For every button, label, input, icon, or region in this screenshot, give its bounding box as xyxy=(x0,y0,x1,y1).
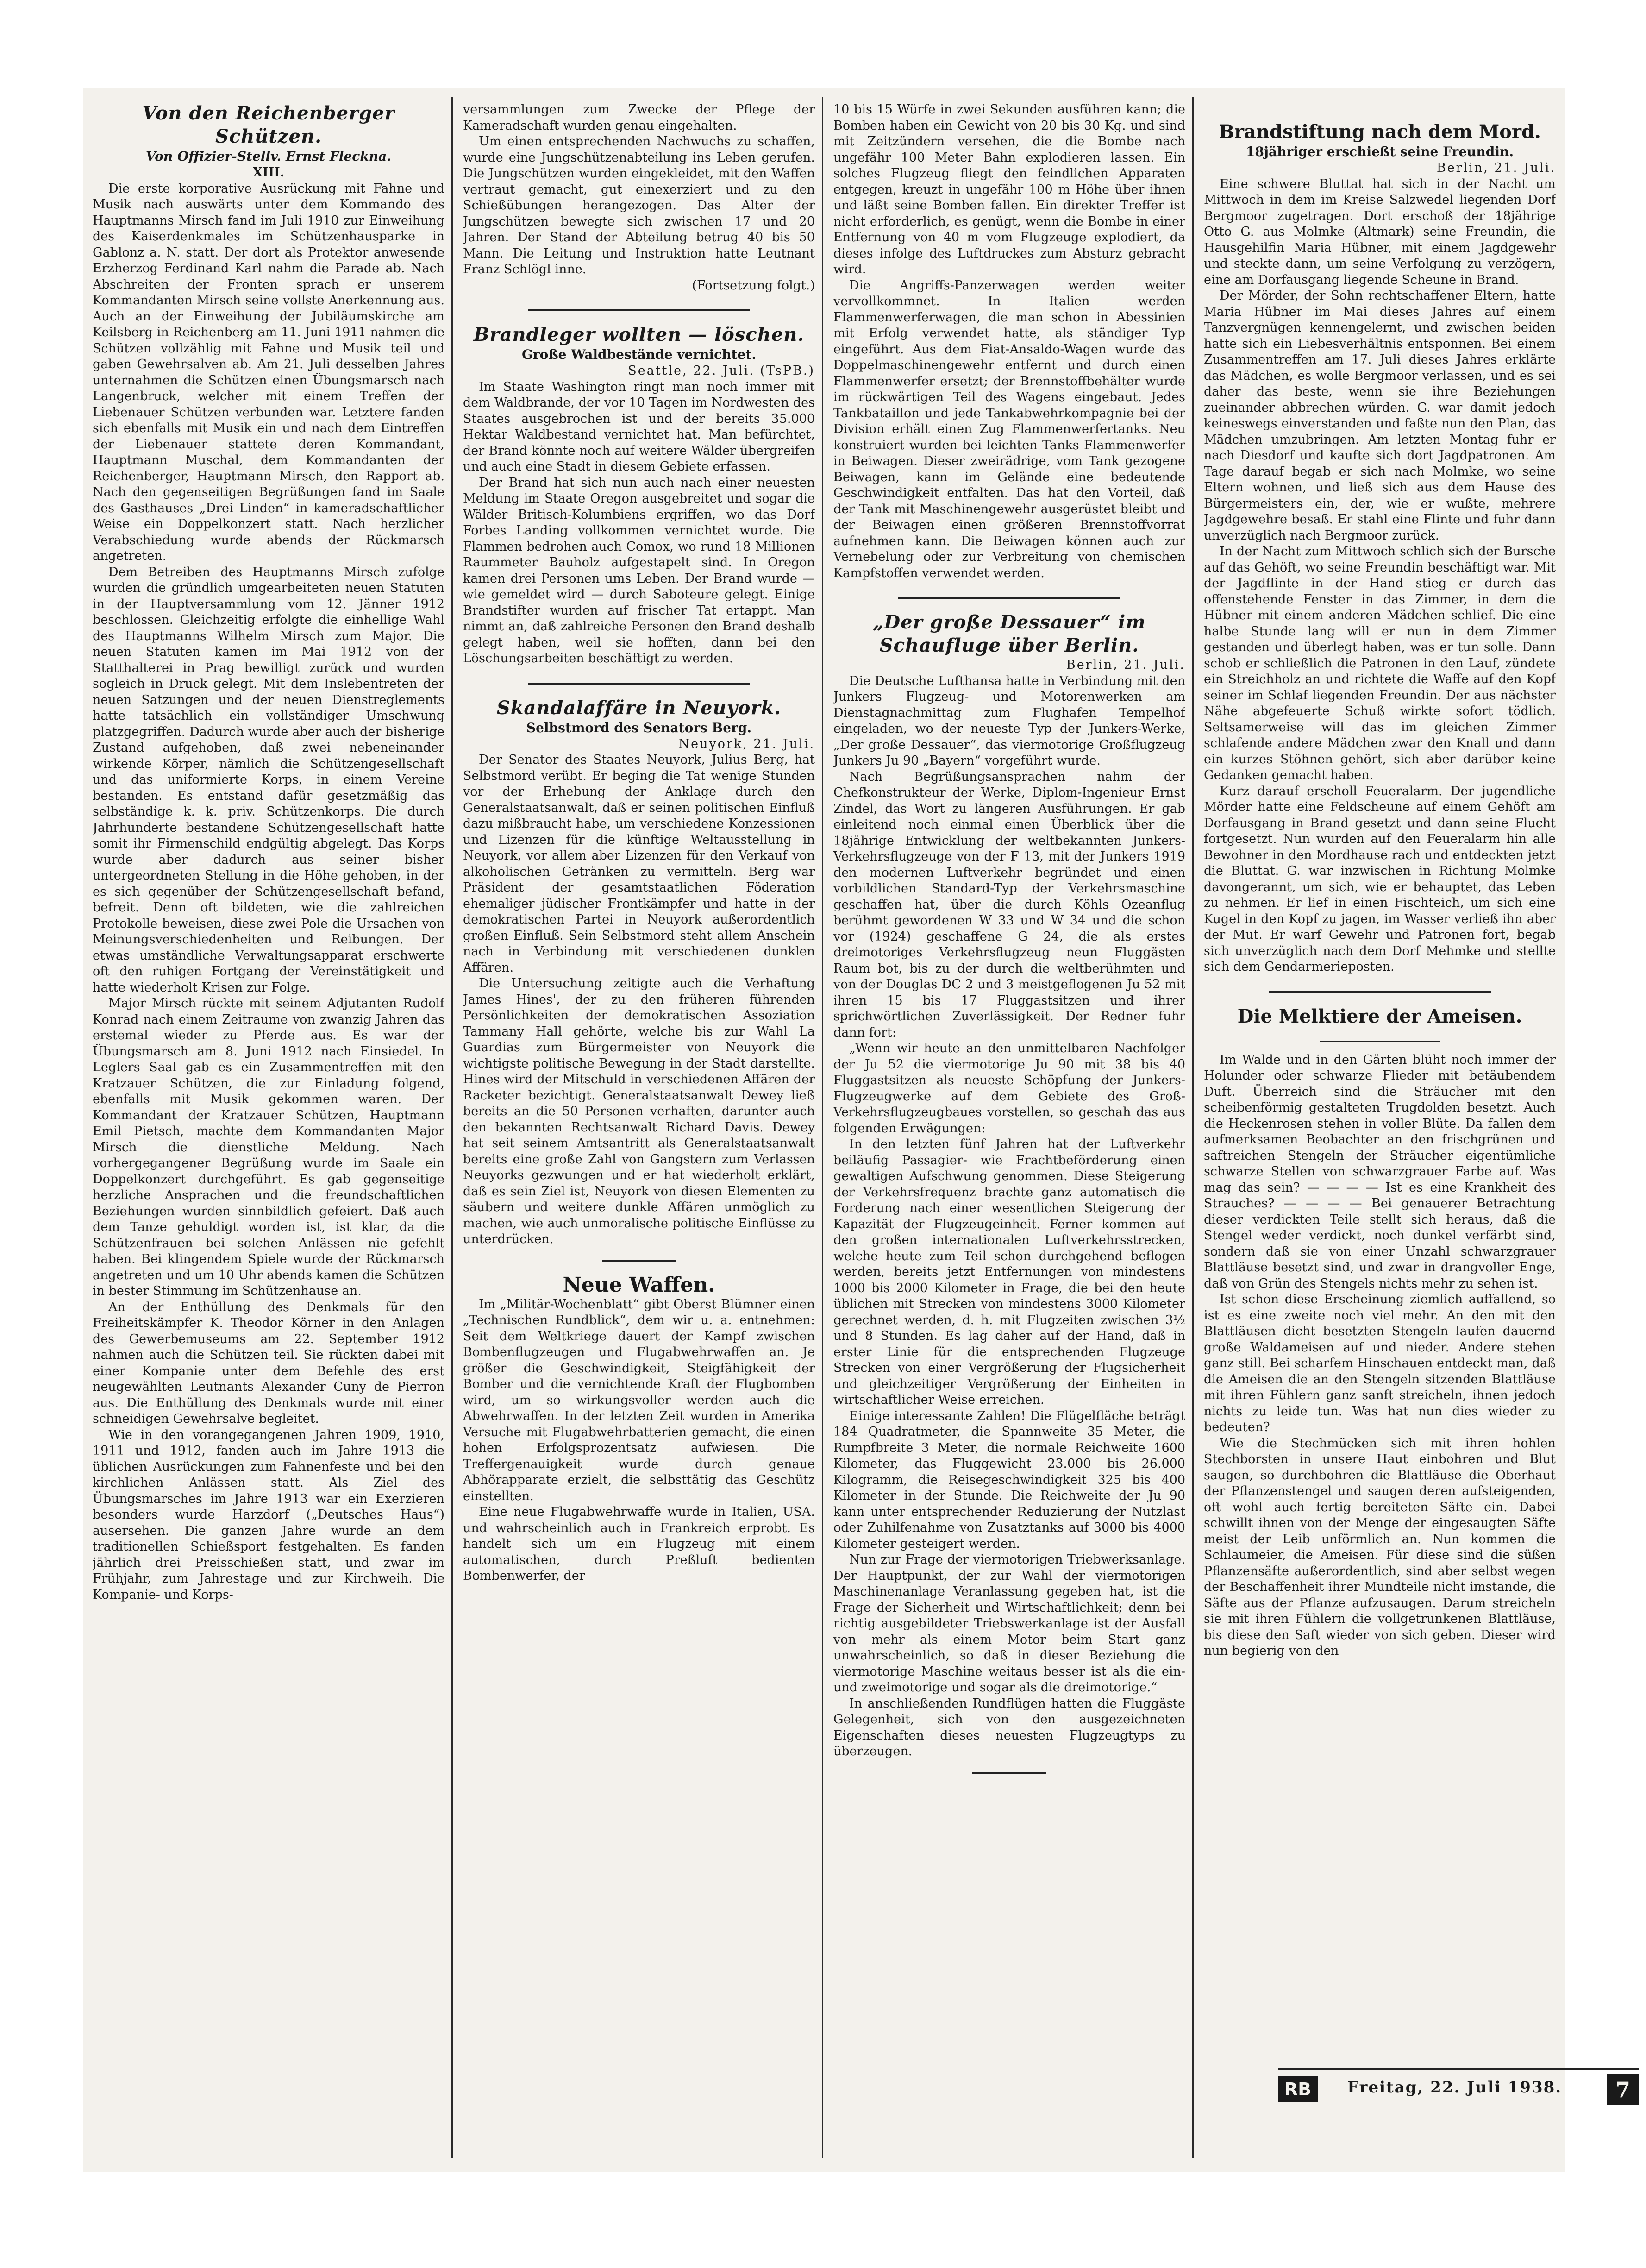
article-separator xyxy=(972,1772,1046,1774)
newspaper-page xyxy=(83,88,1630,2172)
column-1 xyxy=(93,102,444,2158)
paragraph: „Wenn wir heute an den unmittelbaren Nachfolger der Ju 52 die viermotorige Ju 90 mit 38 bis 40 Fluggastsitzen als neueste Schöpfung der Junkers-Flugzeugwerke auf dem Gebiete des Groß-Verkehrsflugzeugbaues vorstellen, so geschah das aus folgenden Erwägungen: xyxy=(833,1041,1185,1136)
article-headline: Skandalaffäre in Neuyork. xyxy=(496,697,782,719)
dateline: Berlin, 21. Juli. xyxy=(1436,161,1556,175)
paragraph: Eine schwere Bluttat hat sich in der Nacht um Mittwoch in dem im Kreise Salzwedel liegenden Dorf Bergmoor zugetragen. Dort erschoß der 18jährige Otto G. aus Molmke (Altmark) seine Freundin, die Hausgehilfin Maria Hübner, mit einem Jagdgewehr und steckte dann, um seine Verfolgung zu verzögern, eine am Dorfausgang liegende Scheune in Brand. xyxy=(1204,176,1556,287)
paragraph: versammlungen zum Zwecke der Pflege der Kameradschaft wurden genau eingehalten. xyxy=(463,102,815,133)
article-separator xyxy=(602,1260,676,1262)
continuation-note: (Fortsetzung folgt.) xyxy=(692,278,815,293)
paragraph: In den letzten fünf Jahren hat der Luftverkehr beiläufig Passagier- wie Frachtbeförderung einen gewaltigen Aufschwung genommen. Diese Steigerung der Verkehrsfrequenz brachte ganz automatisch die Forderung nach einer wesentlichen Steigerung der Kapazität der Flugzeugeinheit. Ferner kommen auf den großen internationalen Luftverkehrsstrecken, welche heute zum Teil schon durchgehend beflogen werden, bereits jetzt Entfernungen von mindestens 1000 bis 2000 Kilometer in Frage, die bei den heute üblichen mit Strecken von mindestens 3000 Kilometer gerechnet werden, d. h. mit Flugzeiten zwischen 3½ und 8 Stunden. Es lag daher auf der Hand, daß in erster Linie für die entsprechenden Flugzeuge Strecken von einer Vergrößerung der Flugsicherheit und gleichzeitiger Vergrößerung der Einheiten in wirtschaftlicher Weise erreichen. xyxy=(833,1137,1185,1407)
article-subheadline: 18jähriger erschießt seine Freundin. xyxy=(1245,144,1514,159)
dateline: Berlin, 21. Juli. xyxy=(1066,658,1185,672)
paragraph: Major Mirsch rückte mit seinem Adjutanten Rudolf Konrad nach einem Zeitraume von zwanzig Jahren das erstemal wieder zu Pferde aus. Es war der Übungsmarsch am 8. Juni 1912 nach Einsiedel. In Leglers Saal gab es ein Zusammentreffen mit den Kratzauer Schützen, die zur Einladung folgend, ebenfalls mit Musik gekommen waren. Der Kommandant der Kratzauer Schützen, Hauptmann Emil Pietsch, machte dem Kommandanten Major Mirsch die dienstliche Meldung. Nach vorhergegangener Begrüßung wurde im Saale ein Doppelkonzert durchgeführt. Es gab gegenseitige herzliche Ansprachen und die freundschaftlichen Beziehungen wurden sinnbildlich gefeiert. Daß auch dem Tanze gehuldigt worden ist, ist klar, da die Schützenfrauen bei solchen Anlässen nie gefehlt haben. Bei klingendem Spiele wurde der Rückmarsch angetreten und um 10 Uhr abends kamen die Schützen in bester Stimmung im Schützenhause an. xyxy=(93,996,444,1298)
article-separator xyxy=(528,683,750,685)
paragraph: Wie die Stechmücken sich mit ihren hohlen Stechborsten in unsere Haut einbohren und Blut saugen, so durchbohren die Blattläuse die Oberhaut der Pflanzenstengel und saugen deren aufsteigenden, oft wohl auch fertig bereiteten Säfte ein. Dabei schwillt ihnen von der Menge der eingesaugten Säfte meist der Leib unförmlich an. Nun kommen die Schlaumeier, die Ameisen. Für diese sind die süßen Pflanzensäfte außerordentlich, sind aber selbst wegen der Beschaffenheit ihrer Mundteile nicht imstande, die Säfte aus der Pflanze aufzusaugen. Darum streicheln sie mit ihren Fühlern die vollgetrunkenen Blattläuse, bis diese den Saft wieder von sich geben. Dieser wird nun begierig von den xyxy=(1204,1436,1556,1658)
paragraph: Nach Begrüßungsansprachen nahm der Chefkonstrukteur der Werke, Diplom-Ingenieur Ernst Zindel, das Wort zu längeren Ausführungen. Er gab einleitend noch einmal einen Überblick über die 18jährige Entwicklung der weltbekannten Junkers-Verkehrsflugzeuge von der F 13, mit der Junkers 1919 den modernen Luftverkehr begründet und einen vorbildlichen Standard-Typ der Verkehrsmaschine geschaffen hat, über die durch Köhls Ozeanflug berühmt gewordenen W 33 und W 34 und die schon vor (1924) geschaffene G 24, die als erstes dreimotoriges Verkehrsflugzeug neun Fluggästen Raum bot, bis zu der durch die weltberühmten und von der Douglas DC 2 und 3 meistgeflogenen Ju 52 mit ihren 15 bis 17 Fluggastsitzen und ihrer sprichwörtlichen Zuverlässigkeit. Der Redner fuhr dann fort: xyxy=(833,769,1185,1040)
article-headline: Von den Reichenberger Schützen. xyxy=(142,102,395,147)
column-2 xyxy=(463,102,815,2158)
article-subheadline: Große Waldbestände vernichtet. xyxy=(522,347,756,362)
article-subheadline: Selbstmord des Senators Berg. xyxy=(526,720,752,735)
paragraph: Der Mörder, der Sohn rechtschaffener Eltern, hatte Maria Hübner im Mai dieses Jahres auf einem Tanzvergnügen kennengelernt, und zwischen beiden hatte sich ein Liebesverhältnis entsponnen. Bei einem Zusammentreffen am 17. Juli dieses Jahres erklärte das Mädchen, es wolle Bergmoor verlassen, und es sei daher das beste, wenn sie ihre Beziehungen zueinander abbrechen würden. G. war damit jedoch keineswegs einverstanden und faßte nun den Plan, das Mädchen umzubringen. Am letzten Montag fuhr er nach Diesdorf und kaufte sich dort Jagdpatronen. Am Tage darauf begab er sich nach Molmke, wo seine Eltern wohnen, und ließ sich aus dem Hause des Bürgermeisters ein, der, wie er wußte, mehrere Jagdgewehre besaß. Er stahl eine Flinte und fuhr dann unverzüglich nach Bergmoor zurück. xyxy=(1204,289,1556,543)
article-headline: Neue Waffen. xyxy=(563,1273,715,1297)
paragraph: 10 bis 15 Würfe in zwei Sekunden ausführen kann; die Bomben haben ein Gewicht von 20 bis 30 Kg. und sind mit Zeitzündern versehen, die die Bombe nach ungefähr 100 Meter Bahn explodieren lassen. Ein solches Flugzeug fliegt den feindlichen Apparaten entgegen, kreuzt in ungefähr 100 m Höhe über ihnen und läßt seine Bomben fallen. Ein direkter Treffer ist nicht erforderlich, es genügt, wenn die Bombe in einer Entfernung von 40 m vom Flugzeuge explodiert, da dieses infolge des Luftdruckes zum Absturz gebracht wird. xyxy=(833,102,1185,276)
paragraph: Der Brand hat sich nun auch nach einer neuesten Meldung im Staate Oregon ausgebreitet und sogar die Wälder Britisch-Kolumbiens ergriffen, wo das Dorf Forbes Landing vollkommen vernichtet wurde. Die Flammen bedrohen auch Comox, wo rund 18 Millionen Raummeter Bauholz aufgestapelt sind. In Oregon kamen drei Personen ums Leben. Der Brand wurde — wie gemeldet wird — durch Saboteure gelegt. Einige Brandstifter wurden auf frischer Tat ertappt. Man nimmt an, daß zahlreiche Personen den Brand deshalb gelegt haben, weil sie hofften, dann bei den Löschungsarbeiten beschäftigt zu werden. xyxy=(463,475,815,666)
chapter-number: XIII. xyxy=(252,165,285,180)
column-4 xyxy=(1204,102,1556,1973)
article-byline: Von Offizier-Stellv. Ernst Fleckna. xyxy=(146,149,391,164)
paragraph: Dem Betreiben des Hauptmanns Mirsch zufolge wurden die gründlich umgearbeiteten neuen Statuten in der Hauptversammlung vom 12. Jänner 1912 beschlossen. Gleichzeitig erfolgte die einhellige Wahl des Hauptmanns Wilhelm Mirsch zum Major. Die neuen Statuten kamen im Mai 1912 von der Statthalterei in Prag bewilligt zurück und wurden sogleich in Druck gelegt. Mit dem Inslebentreten der neuen Satzungen und der neuen Dienstreglements hatte tatsächlich ein vollständiger Umschwung platzgegriffen. Dadurch wurde aber auch der bisherige Zustand aufgehoben, daß zwei nebeneinander wirkende Körper, nämlich die Schützengesellschaft und das uniformierte Korps, in einem Vereine bestanden. Es entstand dafür gesetzmäßig das selbständige k. k. priv. Schützenkorps. Die durch Jahrhunderte bestandene Schützengesellschaft hatte somit ihr Firmenschild endgültig abgelegt. Das Korps wurde aber dadurch aus seiner bisher untergeordneten Stellung in die Höhe gehoben, in der es sich gegenüber der Schützengesellschaft befand, befreit. Denn oft bildeten, wie die zahlreichen Protokolle beweisen, diese zwei Pole die Ursachen von Meinungsverschiedenheiten und Reibungen. Der etwas umständliche Verwaltungsapparat erschwerte oft den ruhigen Fortgang der Vereinstätigkeit und hatte wiederholt Krisen zur Folge. xyxy=(93,565,444,995)
paragraph: Im „Militär-Wochenblatt“ gibt Oberst Blümner einen „Technischen Rundblick“, dem wir u. a. entnehmen: Seit dem Weltkriege dauert der Kampf zwischen Bombenflugzeugen und Flugabwehrwaffen an. Je größer die Geschwindigkeit, Steigfähigkeit der Bomber und die vernichtende Kraft der Flugbomben wird, um so wirkungsvoller werden auch die Abwehrwaffen. In der letzten Zeit wurden in Amerika Versuche mit Flugabwehrbatterien gemacht, die einen hohen Erfolgsprozentsatz aufwiesen. Die Treffergenauigkeit wurde durch genaue Abhörapparate erzielt, die selbsttätig das Geschütz einstellten. xyxy=(463,1297,815,1503)
article-separator xyxy=(528,309,750,311)
article-separator xyxy=(1269,991,1491,993)
paragraph: Ist schon diese Erscheinung ziemlich auffallend, so ist es eine zweite noch viel mehr. An den mit den Blattläusen dicht besetzten Stengeln laufen dauernd große Waldameisen auf und nieder. Andere stehen ganz still. Bei scharfem Hinschauen entdeckt man, daß die Ameisen die an den Stengeln sitzenden Blattläuse mit ihren Fühlern ganz sanft streicheln, ihnen jedoch nichts zu leide tun. Was hat nun dies wieder zu bedeuten? xyxy=(1204,1292,1556,1434)
paragraph: Eine neue Flugabwehrwaffe wurde in Italien, USA. und wahrscheinlich auch in Frankreich erprobt. Es handelt sich um ein Flugzeug mit einem automatischen, durch Preßluft bedienten Bombenwerfer, der xyxy=(463,1505,815,1583)
paragraph: Nun zur Frage der viermotorigen Triebwerksanlage. Der Hauptpunkt, der zur Wahl der viermotorigen Maschinenanlage Veranlassung gegeben hat, ist die Frage der Sicherheit und Wirtschaftlichkeit; denn bei richtig ausgebildeter Triebswerkanlage ist der Ausfall von mehr als einem Motor beim Start ganz unwahrscheinlich, so daß in dieser Beziehung die viermotorige Maschine weitaus besser ist als die ein- und zweimotorige und sogar als die dreimotorige.“ xyxy=(833,1552,1185,1695)
paragraph: Der Senator des Staates Neuyork, Julius Berg, hat Selbstmord verübt. Er beging die Tat wenige Stunden vor der Erhebung der Anklage durch den Generalstaatsanwalt, daß er seinen politischen Einfluß dazu mißbraucht habe, um verschiedene Konzessionen und Lizenzen für die künftige Weltausstellung in Neuyork, vor allem aber Lizenzen für den Verkauf von alkoholischen Getränken zu vermitteln. Berg war Präsident der gesamtstaatlichen Föderation ehemaliger jüdischer Frontkämpfer und hatte in der demokratischen Partei in Neuyork außerordentlich großen Einfluß. Sein Selbstmord steht allem Anschein nach in Verbindung mit verschiedenen dunklen Affären. xyxy=(463,753,815,975)
paragraph: Wie in den vorangegangenen Jahren 1909, 1910, 1911 und 1912, fanden auch im Jahre 1913 die üblichen Ausrückungen zum Fahnenfeste und bei den kirchlichen Anlässen statt. Als Ziel des Übungsmarsches im Jahre 1913 war ein Exerzieren besonders wurde Harzdorf („Deutsches Haus“) ausersehen. Die ganzen Jahre wurde an dem traditionellen Schießsport festgehalten. Es fanden jährlich drei Preisschießen statt, und zwar im Frühjahr, zum Jahrestage und zur Kirchweih. Die Kompanie- und Korps- xyxy=(93,1427,444,1602)
paragraph: Die Deutsche Lufthansa hatte in Verbindung mit den Junkers Flugzeug- und Motorenwerken am Dienstagnachmittag zum Flughafen Tempelhof eingeladen, wo der neueste Typ der Junkers-Werke, „Der große Dessauer“, das viermotorige Großflugzeug Junkers Ju 90 „Bayern“ vorgeführt wurde. xyxy=(833,673,1185,768)
paragraph: Um einen entsprechenden Nachwuchs zu schaffen, wurde eine Jungschützenabteilung ins Leben gerufen. Die Jungschützen wurden eingekleidet, mit den Waffen vertraut gemacht, gut einexerziert und zu den Schießübungen herangezogen. Das Alter der Jungschützen bewegte sich zwischen 17 und 20 Jahren. Der Stand der Abteilung betrug 40 bis 50 Mann. Die Leitung und Instruktion hatte Leutnant Franz Schlögl inne. xyxy=(463,134,815,276)
article-separator xyxy=(1320,1041,1440,1042)
paragraph: Die Untersuchung zeitigte auch die Verhaftung James Hines', der zu den früheren führenden Persönlichkeiten der demokratischen Assoziation Tammany Hall gehörte, welche bis zur Wahl La Guardias zum Bürgermeister von Neuyork die wichtigste politische Bewegung in der Stadt darstellte. Hines wird der Mitschuld in verschiedenen Affären der Racketer bezichtigt. Generalstaatsanwalt Dewey ließ bereits an die 50 Personen verhaften, darunter auch den bekannten Rechtsanwalt Richard Davis. Dewey hat seit seinem Amtsantritt als Generalstaatsanwalt bereits eine große Zahl von Gangstern zum Verlassen Neuyorks gezwungen und er hat wiederholt erklärt, daß es sein Ziel ist, Neuyork von diesen Elementen zu säubern und weitere dunkle Affären unmöglich zu machen, wie auch unmoralische politische Einflüsse zu unterdrücken. xyxy=(463,976,815,1246)
dateline: Neuyork, 21. Juli. xyxy=(678,736,815,751)
issue-date: Freitag, 22. Juli 1938. xyxy=(1347,2078,1562,2097)
paragraph: Im Staate Washington ringt man noch immer mit dem Waldbrande, der vor 10 Tagen im Nordwesten des Staates ausgebrochen ist und der bereits 35.000 Hektar Waldbestand vernichtet hat. Man befürchtet, der Brand könnte noch auf weitere Wälder übergreifen und auch eine Stadt in diesem Gebiete erfassen. xyxy=(463,379,815,474)
article-headline: Brandstiftung nach dem Mord. xyxy=(1219,121,1541,143)
scan-border xyxy=(28,0,37,2268)
page-footer xyxy=(1278,2068,1639,2107)
paragraph: Einige interessante Zahlen! Die Flügelfläche beträgt 184 Quadratmeter, die Spannweite 35 Meter, die Rumpfbreite 3 Meter, die normale Reichweite 1600 Kilometer, das Fluggewicht 23.000 bis 26.000 Kilogramm, die Reisegeschwindigkeit 325 bis 400 Kilometer in der Stunde. Die Reichweite der Ju 90 kann unter entsprechender Reduzierung der Nutzlast oder Zuhilfenahme von Zusatztanks auf 3000 bis 4000 Kilometer gesteigert werden. xyxy=(833,1408,1185,1551)
article-headline: Die Melktiere der Ameisen. xyxy=(1237,1005,1522,1027)
paragraph: In anschließenden Rundflügen hatten die Fluggäste Gelegenheit, sich von den ausgezeichneten Eigenschaften dieses neuesten Flugzeugtyps zu überzeugen. xyxy=(833,1696,1185,1759)
article-headline: „Der große Dessauer“ im Schaufluge über Berlin. xyxy=(873,611,1146,656)
page-number: 7 xyxy=(1607,2074,1639,2105)
paragraph: Kurz darauf erscholl Feueralarm. Der jugendliche Mörder hatte eine Feldscheune auf einem Gehöft am Dorfausgang in Brand gesetzt und dann seine Flucht fortgesetzt. Nun wurden auf den Feueralarm hin alle Bewohner in den Mordhause rach und entdeckten jetzt die Bluttat. G. war inzwischen in Richtung Molmke davongerannt, um sich, wie er behauptet, das Leben zu nehmen. Er lief in einen Fischteich, um sich eine Kugel in den Kopf zu jagen, im Wasser verließ ihn aber der Mut. Er warf Gewehr und Patronen fort, begab sich unverzüglich nach dem Dorf Mehmke und stellte sich dem Gendarmerieposten. xyxy=(1204,784,1556,974)
newspaper-logo: RB xyxy=(1278,2076,1318,2102)
column-rule xyxy=(451,97,453,2158)
article-headline: Brandleger wollten — löschen. xyxy=(473,324,805,346)
column-rule xyxy=(822,97,823,2158)
column-rule xyxy=(1192,97,1194,2158)
dateline: Seattle, 22. Juli. (TsPB.) xyxy=(628,364,815,378)
paragraph: Die erste korporative Ausrückung mit Fahne und Musik nach auswärts unter dem Kommando des Hauptmanns Mirsch fand im Juli 1910 zur Einweihung des Kaiserdenkmales im Schützenhausparke in Gablonz a. N. statt. Der dort als Protektor anwesende Erzherzog Ferdinand Karl nahm die Parade ab. Nach Abschreiten der Fronten sprach er unserem Kommandanten Mirsch seine vollste Anerkennung aus. Auch an der Einweihung der Jubiläumskirche am Keilsberg in Reichenberg am 11. Juni 1911 nahmen die Schützen vollzählig mit Fahne und Musik teil und gaben Gewehrsalven ab. Am 21. Juli desselben Jahres unternahmen die Schützen einen Übungsmarsch nach Langenbruck, welcher mit einem Treffen der Liebenauer Schützen verbunden war. Letztere fanden sich ebenfalls mit Musik ein und nach dem Eintreffen der Liebenauer stattete deren Kommandant, Hauptmann Muschal, dem Kommandanten der Reichenberger, Hauptmann Mirsch, den Rapport ab. Nach den gegenseitigen Begrüßungen fand im Saale des Gasthauses „Drei Linden“ in kameradschaftlicher Weise ein Doppelkonzert statt. Nach herzlicher Verabschiedung wurde abends der Rückmarsch angetreten. xyxy=(93,181,444,563)
paragraph: In der Nacht zum Mittwoch schlich sich der Bursche auf das Gehöft, wo seine Freundin beschäftigt war. Mit der Jagdflinte in der Hand stieg er durch das offenstehende Fenster in das Zimmer, in dem die Hübner mit einem anderen Mädchen schlief. Die eine halbe Stunde lang will er nun in dem Zimmer gestanden und überlegt haben, was er tun solle. Dann schob er schließlich die Patronen in den Lauf, zündete ein Streichholz an und richtete die Waffe auf den Kopf seiner im Schlaf liegenden Freundin. Der aus nächster Nähe abgefeuerte Schuß wirkte sofort tödlich. Seltsamerweise will das im gleichen Zimmer schlafende andere Mädchen zwar den Knall und dann ein kurzes Stöhnen gehört, sich aber darüber keine Gedanken gemacht haben. xyxy=(1204,544,1556,782)
article-separator xyxy=(898,597,1120,599)
paragraph: Im Walde und in den Gärten blüht noch immer der Holunder oder schwarze Flieder mit betäubendem Duft. Überreich sind die Sträucher mit den scheibenförmig gestalteten Trugdolden besetzt. Auch die Heckenrosen stehen in voller Blüte. Da fallen dem aufmerksamen Beobachter an den frischgrünen und saftreichen Stengeln der Sträucher eigentümliche schwarze Stellen von schwarzgrauer Farbe auf. Was mag das sein? — — — — Ist es eine Krankheit des Strauches? — — — — Bei genauerer Betrachtung dieser verdickten Teile stellt sich heraus, daß die Stengel weder verdickt, noch dunkel verfärbt sind, sondern daß sie von einer Unzahl schwarzgrauer Blattläuse besetzt sind, und zwar in drangvoller Enge, daß von Grün des Stengels nichts mehr zu sehen ist. xyxy=(1204,1052,1556,1291)
paragraph: Die Angriffs-Panzerwagen werden weiter vervollkommnet. In Italien werden Flammenwerferwagen, die man schon in Abessinien mit Erfolg verwendet hatte, als ständiger Typ eingeführt. Aus dem Fiat-Ansaldo-Wagen wurde das Doppelmaschinengewehr entfernt und durch einen Flammenwerfer ersetzt; der Brennstoffbehälter wurde im rückwärtigen Teil des Wagens eingebaut. Jedes Tankbataillon und jede Tankabwehrkompagnie bei der Division erhält einen Zug Flammenwerfertanks. Neu konstruiert wurden bei leichten Tanks Flammenwerfer in Beiwagen. Dieser zweirädrige, vom Tank gezogene Beiwagen, kann im Gelände eine bedeutende Geschwindigkeit entfalten. Das hat den Vorteil, daß der Tank mit Maschinengewehr ausgerüstet bleibt und der Beiwagen einen größeren Brennstoffvorrat aufnehmen kann. Die Beiwagen können auch zur Vernebelung oder zur Verbreitung von chemischen Kampfstoffen verwendet werden. xyxy=(833,278,1185,580)
column-3 xyxy=(833,102,1185,2158)
paragraph: An der Enthüllung des Denkmals für den Freiheitskämpfer K. Theodor Körner in den Anlagen des Gewerbemuseums am 22. September 1912 nahmen auch die Schützen teil. Sie rückten dabei mit einer Kompanie unter dem Befehle des erst neugewählten Leutnants Alexander Cuny de Pierron aus. Die Enthüllung des Denkmals wurde mit einer schneidigen Gewehrsalve begleitet. xyxy=(93,1300,444,1426)
